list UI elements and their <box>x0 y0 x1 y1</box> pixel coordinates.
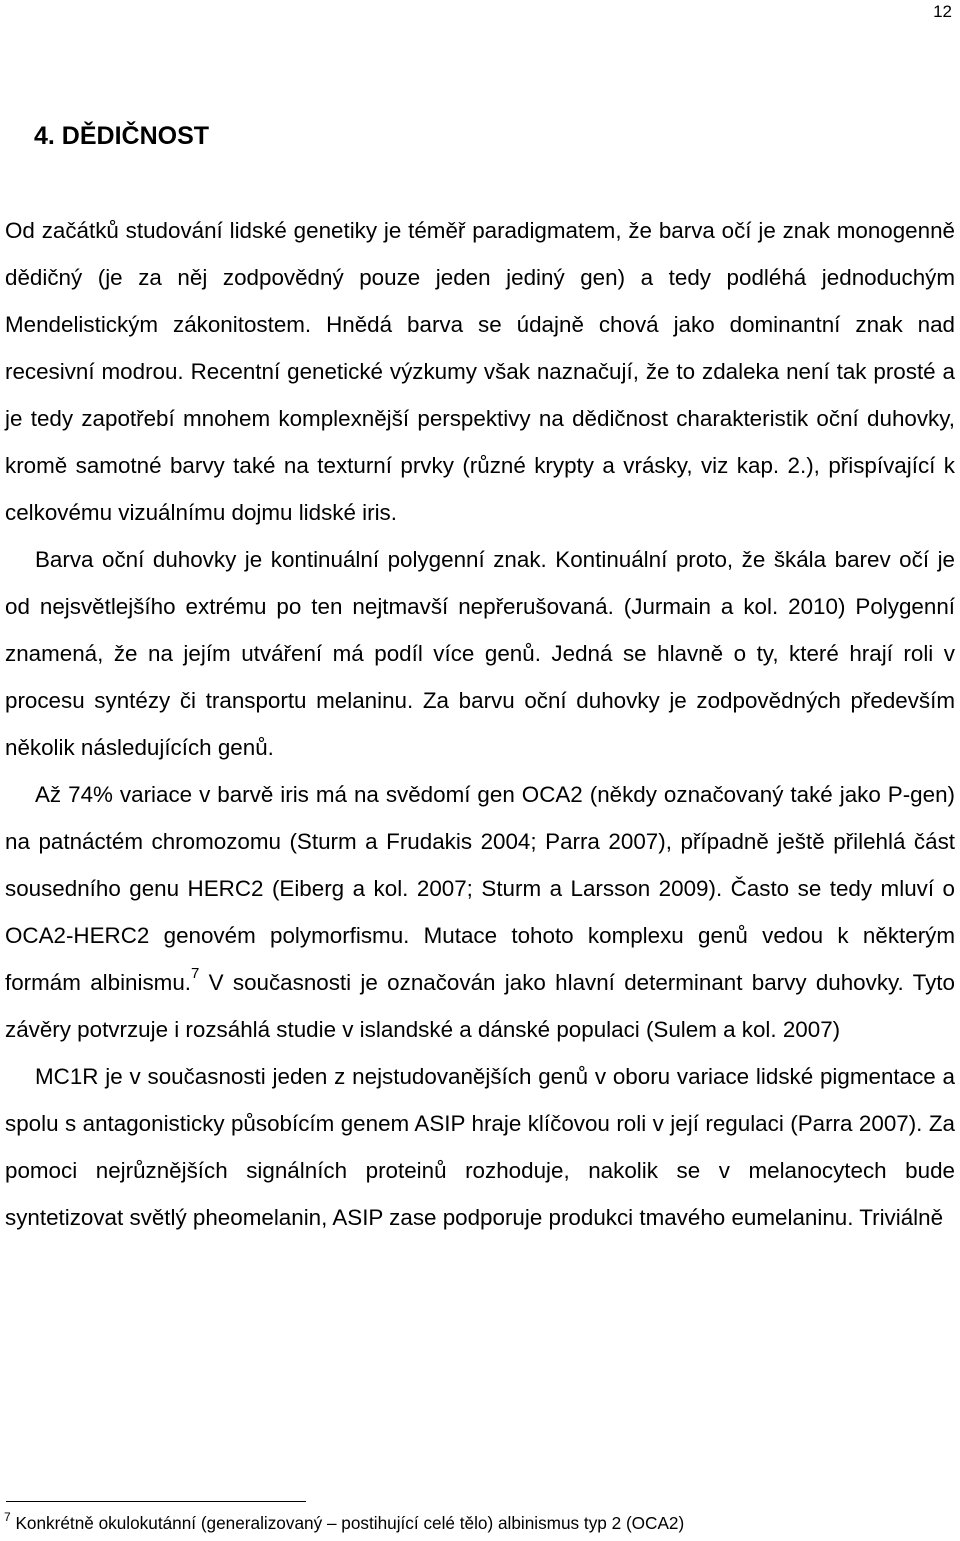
page-number: 12 <box>933 2 952 21</box>
paragraph-oca2-text-b: V současnosti je označován jako hlavní determinant barvy duhovky. Tyto závěry potvrzuje i rozsáhlá studie v islandské a dánské populaci (Sulem a kol. 2007) <box>5 970 955 1042</box>
body-text <box>5 207 955 1241</box>
paragraph-polygenic: Barva oční duhovky je kontinuální polygenní znak. Kontinuální proto, že škála barev očí je od nejsvětlejšího extrému po ten nejtmavší nepřerušovaná. (Jurmain a kol. 2010) Polygenní znamená, že na jejím utváření má podíl více genů. Jedná se hlavně o ty, které hrají roli v procesu syntézy či transportu melaninu. Za barvu oční duhovky je zodpovědných především několik následujících genů. <box>5 547 955 760</box>
footnote-mark: 7 <box>4 1510 11 1524</box>
paragraph-oca2-text-a: Až 74% variace v barvě iris má na svědomí gen OCA2 (někdy označovaný také jako P-gen) na patnáctém chromozomu (Sturm a Frudakis 2004; Parra 2007), případně ještě přilehlá část sousedního genu HERC2 (Eiberg a kol. 2007; Sturm a Larsson 2009). Často se tedy mluví o OCA2-HERC2 genovém polymorfismu. Mutace tohoto komplexu genů vedou k některým formám albinismu. <box>5 782 955 995</box>
footnote-reference[interactable]: 7 <box>191 965 200 982</box>
paragraph-mc1r: MC1R je v současnosti jeden z nejstudovanějších genů v oboru variace lidské pigmentace a spolu s antagonisticky působícím genem ASIP hraje klíčovou roli v její regulaci (Parra 2007). Za pomoci nejrůznějších signálních proteinů rozhoduje, nakolik se v melanocytech bude syntetizovat světlý pheomelanin, ASIP zase podporuje produkci tmavého eumelaninu. Triviálně <box>5 1064 955 1230</box>
paragraph-intro: Od začátků studování lidské genetiky je téměř paradigmatem, že barva očí je znak monogenně dědičný (je za něj zodpovědný pouze jeden jediný gen) a tedy podléhá jednoduchým Mendelistickým zákonitostem. Hnědá barva se údajně chová jako dominantní znak nad recesivní modrou. Recentní genetické výzkumy však naznačují, že to zdaleka není tak prosté a je tedy zapotřebí mnohem komplexnější perspektivy na dědičnost charakteristik oční duhovky, kromě samotné barvy také na texturní prvky (různé krypty a vrásky, viz kap. 2.), přispívající k celkovému vizuálnímu dojmu lidské iris. <box>5 218 955 525</box>
footnote-text: Konkrétně okulokutánní (generalizovaný – postihující celé tělo) albinismus typ 2 (OCA2) <box>10 1513 685 1533</box>
footnote <box>4 1508 954 1538</box>
footnote-separator <box>6 1501 306 1502</box>
chapter-heading: 4. DĚDIČNOST <box>34 122 210 150</box>
paragraph-oca2 <box>5 771 955 1053</box>
